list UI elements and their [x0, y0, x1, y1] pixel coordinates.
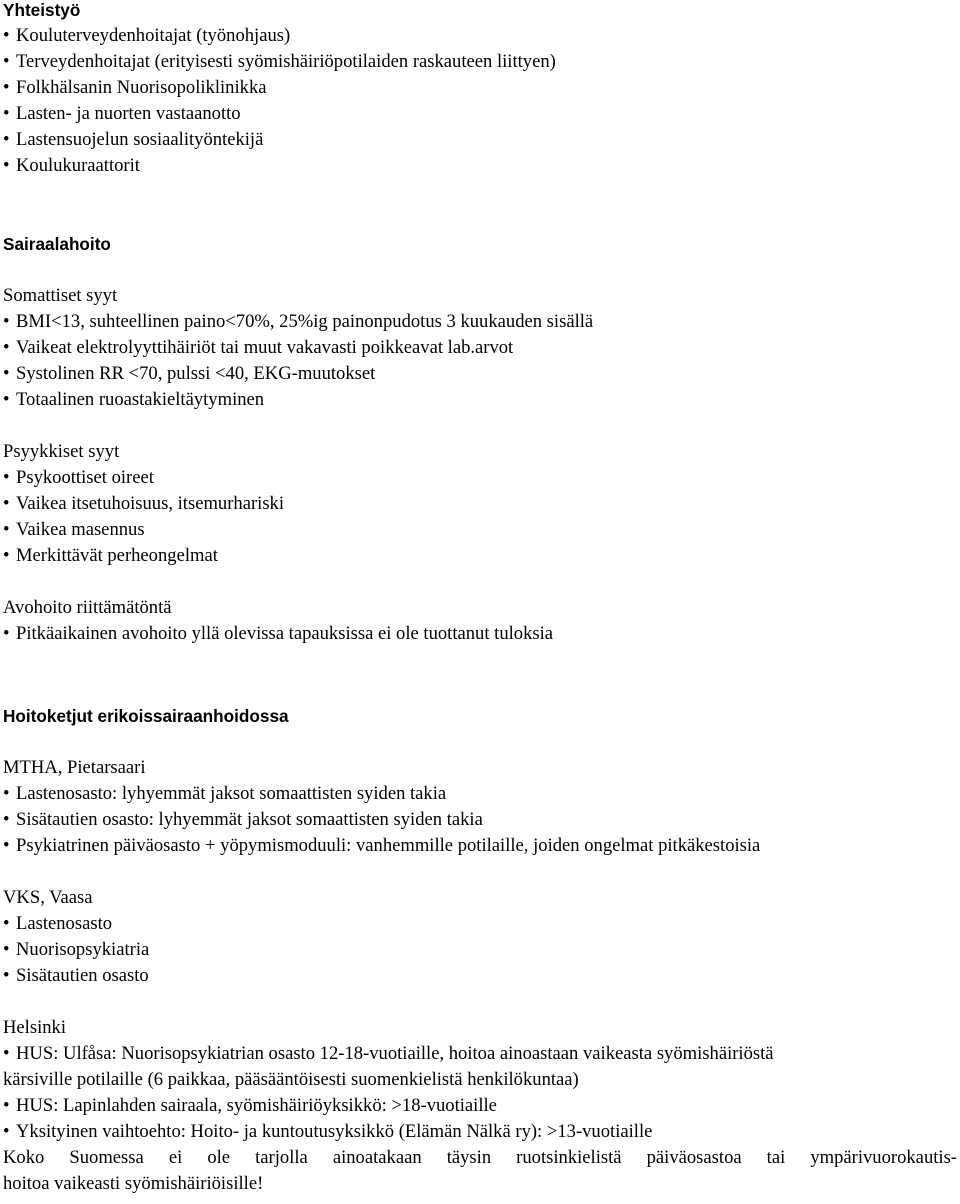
subheading-mtha: MTHA, Pietarsaari: [3, 757, 146, 778]
list-item: • Vaikea masennus: [3, 517, 145, 543]
closing-paragraph-line: hoitoa vaikeasti syömishäiriöisille!: [3, 1173, 264, 1194]
list-item: • Folkhälsanin Nuorisopoliklinikka: [3, 75, 267, 101]
section-title-sairaalahoito: Sairaalahoito: [3, 234, 111, 254]
list-item: • Sisätautien osasto: [3, 963, 149, 989]
list-item: • Nuorisopsykiatria: [3, 937, 149, 963]
list-item: • HUS: Ulfåsa: Nuorisopsykiatrian osasto 12-18-vuotiaille, hoitoa ainoastaan vaikeasta syömishäiriöstä: [3, 1041, 774, 1067]
list-item: • Totaalinen ruoastakieltäytyminen: [3, 387, 264, 413]
list-item: • Vaikea itsetuhoisuus, itsemurhariski: [3, 491, 284, 517]
list-item: • Yksityinen vaihtoehto: Hoito- ja kuntoutusyksikkö (Elämän Nälkä ry): >13-vuotiaille: [3, 1119, 652, 1145]
list-item: • Terveydenhoitajat (erityisesti syömishäiriöpotilaiden raskauteen liittyen): [3, 49, 556, 75]
list-item: • Psykoottiset oireet: [3, 465, 154, 491]
list-item: • Lastensuojelun sosiaalityöntekijä: [3, 127, 263, 153]
list-item: • Sisätautien osasto: lyhyemmät jaksot somaattisten syiden takia: [3, 807, 483, 833]
subheading-psych: Psyykkiset syyt: [3, 441, 120, 462]
section-title-hoitoketjut: Hoitoketjut erikoissairaanhoidossa: [3, 706, 289, 726]
list-item: • Vaikeat elektrolyyttihäiriöt tai muut vakavasti poikkeavat lab.arvot: [3, 335, 513, 361]
list-item: • Systolinen RR <70, pulssi <40, EKG-muutokset: [3, 361, 375, 387]
subheading-vks: VKS, Vaasa: [3, 887, 93, 908]
section-title-yhteistyo: Yhteistyö: [3, 0, 81, 20]
list-item: • Kouluterveydenhoitajat (työnohjaus): [3, 23, 290, 49]
list-item: • Merkittävät perheongelmat: [3, 543, 218, 569]
subheading-somatic: Somattiset syyt: [3, 285, 118, 306]
list-item: • BMI<13, suhteellinen paino<70%, 25%ig painonpudotus 3 kuukauden sisällä: [3, 309, 593, 335]
list-item: • Koulukuraattorit: [3, 153, 140, 179]
subheading-outpatient: Avohoito riittämätöntä: [3, 597, 172, 618]
list-item: • Pitkäaikainen avohoito yllä olevissa tapauksissa ei ole tuottanut tuloksia: [3, 621, 553, 647]
list-item: • Lastenosasto: lyhyemmät jaksot somaattisten syiden takia: [3, 781, 446, 807]
list-item-continuation: kärsiville potilaille (6 paikkaa, pääsääntöisesti suomenkielistä henkilökuntaa): [3, 1069, 579, 1090]
list-item: • HUS: Lapinlahden sairaala, syömishäiriöyksikkö: >18-vuotiaille: [3, 1093, 497, 1119]
list-item: • Lasten- ja nuorten vastaanotto: [3, 101, 241, 127]
closing-paragraph-line: Koko Suomessa ei ole tarjolla ainoatakaan täysin ruotsinkielistä päiväosastoa tai ympärivuorokautis-: [3, 1147, 957, 1168]
list-item: • Lastenosasto: [3, 911, 112, 937]
subheading-helsinki: Helsinki: [3, 1017, 67, 1038]
list-item: • Psykiatrinen päiväosasto + yöpymismoduuli: vanhemmille potilaille, joiden ongelmat pitkäkestoisia: [3, 833, 760, 859]
